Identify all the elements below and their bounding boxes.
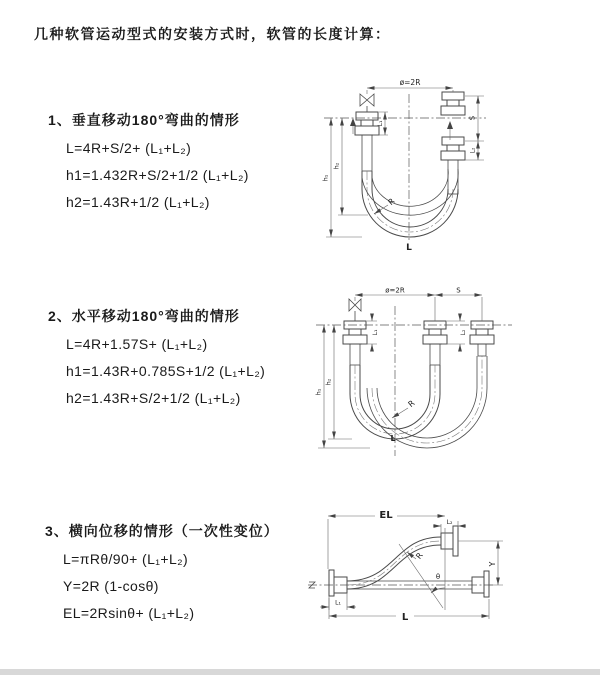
length-label: L xyxy=(406,243,412,253)
dimension-l xyxy=(329,598,489,623)
hose-u-bend-position2 xyxy=(367,356,487,448)
dimension-l1 xyxy=(373,112,388,135)
formula-line: EL=2Rsinθ+ (L₁+L₂) xyxy=(63,605,195,621)
section-3 xyxy=(45,521,279,632)
formula-line: h1=1.43R+0.785S+1/2 (L₁+L₂) xyxy=(66,363,266,379)
fixed-end-flange xyxy=(343,321,367,344)
formula-line: L=4R+S/2+ (L₁+L₂) xyxy=(66,140,192,156)
dimension-l2 xyxy=(433,519,466,533)
braided-hose-section xyxy=(362,135,372,171)
dimension-y xyxy=(458,541,503,585)
moving-end-flange xyxy=(441,526,458,556)
hose-straight-position xyxy=(347,571,489,597)
moving-end-flange-lower xyxy=(441,137,465,160)
dimension-label-r: R xyxy=(386,196,397,207)
braided-hose-section xyxy=(350,344,360,365)
formula-line: h2=1.43R+1/2 (L₁+L₂) xyxy=(66,194,210,210)
dimension-label-l2: L₂ xyxy=(469,147,477,154)
section-2 xyxy=(48,306,265,417)
length-label: L xyxy=(390,434,396,443)
formula-line: L=4R+1.57S+ (L₁+L₂) xyxy=(66,336,208,352)
dimension-label-2r: ø=2R xyxy=(399,78,421,87)
page-title: 几种软管运动型式的安装方式时，软管的长度计算： xyxy=(34,26,391,42)
diagram-lateral-displacement xyxy=(298,498,600,648)
moving-end-flange-position1 xyxy=(423,321,447,344)
dimension-label-l1: L₁ xyxy=(377,120,384,127)
braided-hose-section xyxy=(448,160,458,194)
dimension-l1 xyxy=(362,314,379,351)
valve-icon xyxy=(349,299,361,321)
dimension-top xyxy=(367,78,453,94)
braided-hose-section xyxy=(430,344,440,365)
dimension-label-h1: h₁ xyxy=(321,174,330,182)
dimension-top xyxy=(355,287,482,322)
dimension-label-r: R xyxy=(414,550,425,561)
dimension-label-h2: h₂ xyxy=(332,162,341,170)
dimension-label-l2: L₂ xyxy=(460,329,467,336)
dimension-label-r: R xyxy=(406,398,417,409)
dimension-s xyxy=(465,96,484,160)
angle-label-theta: θ xyxy=(435,573,441,581)
section-1 xyxy=(48,110,249,221)
dimension-l2 xyxy=(442,314,467,351)
page-bottom-edge xyxy=(0,669,600,675)
hose-u-bend xyxy=(362,169,458,237)
moving-end-flange-position2 xyxy=(470,321,494,356)
dimension-h xyxy=(315,325,371,448)
dimension-label-l1: L₁ xyxy=(335,599,341,607)
dimension-h xyxy=(322,118,369,237)
fixed-end-flange xyxy=(329,570,347,596)
formula-line: h2=1.43R+S/2+1/2 (L₁+L₂) xyxy=(66,390,241,406)
dimension-label-h2: h₂ xyxy=(324,378,333,386)
dimension-label-s: S xyxy=(468,115,477,121)
section-3-heading: 3、横向位移的情形（一次性变位） xyxy=(45,523,279,539)
formula-line: L=πRθ/90+ (L₁+L₂) xyxy=(63,551,189,567)
fixed-end-flange xyxy=(355,112,379,135)
moving-end-flange-upper xyxy=(441,92,465,115)
diagram-horizontal-180-bend xyxy=(312,284,600,462)
dimension-label-h1: h₁ xyxy=(314,388,323,396)
formula-line: Y=2R (1-cosθ) xyxy=(63,578,159,594)
section-2-heading: 2、水平移动180°弯曲的情形 xyxy=(48,308,240,324)
dimension-label-s: S xyxy=(456,286,461,295)
dimension-label-y: Y xyxy=(488,561,497,567)
dimension-label-2r: ø=2R xyxy=(385,286,405,295)
dimension-label-l2: L₂ xyxy=(446,519,453,526)
formula-line: h1=1.432R+S/2+1/2 (L₁+L₂) xyxy=(66,167,249,183)
dimension-label-l: L xyxy=(401,612,409,623)
dimension-label-l1: L₁ xyxy=(372,329,379,336)
diagram-vertical-180-bend xyxy=(316,74,588,260)
radius-callout xyxy=(392,398,417,418)
section-1-heading: 1、垂直移动180°弯曲的情形 xyxy=(48,112,240,128)
valve-icon xyxy=(360,94,374,112)
dimension-l1 xyxy=(320,593,356,610)
dimension-label-el: EL xyxy=(379,510,393,521)
